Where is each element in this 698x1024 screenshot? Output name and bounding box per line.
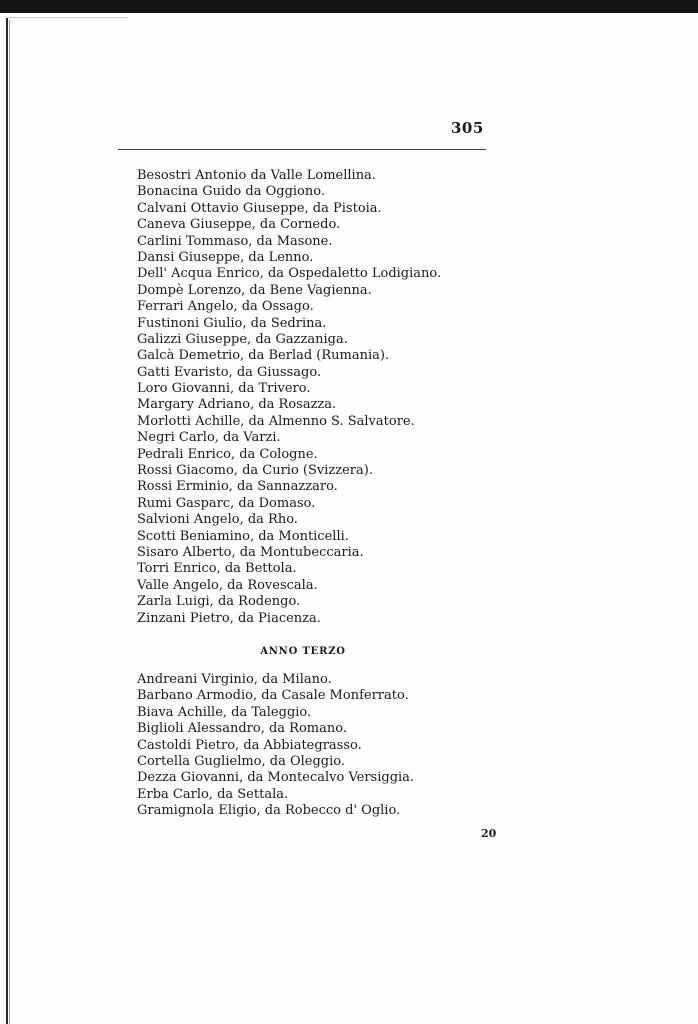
list-item-text: Gatti Evaristo, da Giussago. <box>137 364 322 380</box>
list-item-text: Dompè Lorenzo, da Bene Vagienna. <box>137 282 372 298</box>
list-item-text: Pedrali Enrico, da Cologne. <box>137 446 318 462</box>
list-item-text: Dell' Acqua Enrico, da Ospedaletto Lodigiano. <box>137 266 442 282</box>
list-item-text: Erba Carlo, da Settala. <box>137 786 289 802</box>
list-item-text: Negri Carlo, da Varzi. <box>137 430 281 446</box>
list-item-text: Zinzani Pietro, da Piacenza. <box>137 610 321 626</box>
list-item-text: Bonacina Guido da Oggiono. <box>137 184 325 200</box>
list-item-text: Biglioli Alessandro, da Romano. <box>137 721 347 737</box>
scan-left-edge <box>6 18 8 1024</box>
list-item-text: Besostri Antonio da Valle Lomellina. <box>137 168 376 183</box>
header-rule <box>118 149 486 150</box>
list-item-text: Valle Angelo, da Rovescala. <box>137 577 318 593</box>
list-item-text: Zarla Luigi, da Rodengo. <box>137 594 301 610</box>
list-item-text: Fustinoni Giulio, da Sedrina. <box>137 315 327 331</box>
scan-corner-mark <box>8 17 128 18</box>
list-item-text: Ferrari Angelo, da Ossago. <box>137 299 314 315</box>
list-item-text: Caneva Giuseppe, da Cornedo. <box>137 217 341 233</box>
list-item-text: Rumi Gasparc, da Domaso. <box>137 495 316 511</box>
scan-top-edge <box>0 0 698 13</box>
list-item-text: Gramignola Eligio, da Robecco d' Oglio. <box>137 803 401 819</box>
list-item-text: Sisaro Alberto, da Montubeccaria. <box>137 544 364 560</box>
list-item-text: Torri Enrico, da Bettola. <box>137 561 297 577</box>
signature-mark: 20 <box>481 827 497 840</box>
scan-left-edge-shadow <box>9 20 10 1024</box>
list-item-text: Salvioni Angelo, da Rho. <box>137 512 298 528</box>
list-item-text: Loro Giovanni, da Trivero. <box>137 381 311 397</box>
list-item-text: Carlini Tommaso, da Masone. <box>137 233 333 249</box>
list-item-text: Rossi Giacomo, da Curio (Svizzera). <box>137 463 373 479</box>
list-item-text: Biava Achille, da Taleggio. <box>137 704 312 720</box>
list-item-text: Galizzi Giuseppe, da Gazzaniga. <box>137 331 348 347</box>
list-item-text: Dezza Giovanni, da Montecalvo Versiggia. <box>137 770 415 786</box>
list-item-text: Dansi Giuseppe, da Lenno. <box>137 249 314 265</box>
list-item-text: Galcà Demetrio, da Berlad (Rumania). <box>137 348 390 364</box>
list-item-text: Rossi Erminio, da Sannazzaro. <box>137 479 338 495</box>
list-item-text: Margary Adriano, da Rosazza. <box>137 397 337 413</box>
list-item-text: Calvani Ottavio Giuseppe, da Pistoia. <box>137 200 382 216</box>
list-item-text: Barbano Armodio, da Casale Monferrato. <box>137 688 409 704</box>
list-item-text: Cortella Guglielmo, da Oleggio. <box>137 753 346 769</box>
list-item-text: Scotti Beniamino, da Monticelli. <box>137 528 349 544</box>
list-item-text: Castoldi Pietro, da Abbiategrasso. <box>137 737 362 753</box>
page-number: 305 <box>451 119 484 137</box>
list-item-text: Andreani Virginio, da Milano. <box>137 672 332 687</box>
list-item-text: Morlotti Achille, da Almenno S. Salvatore. <box>137 413 415 429</box>
section-title: ANNO TERZO <box>260 646 346 657</box>
